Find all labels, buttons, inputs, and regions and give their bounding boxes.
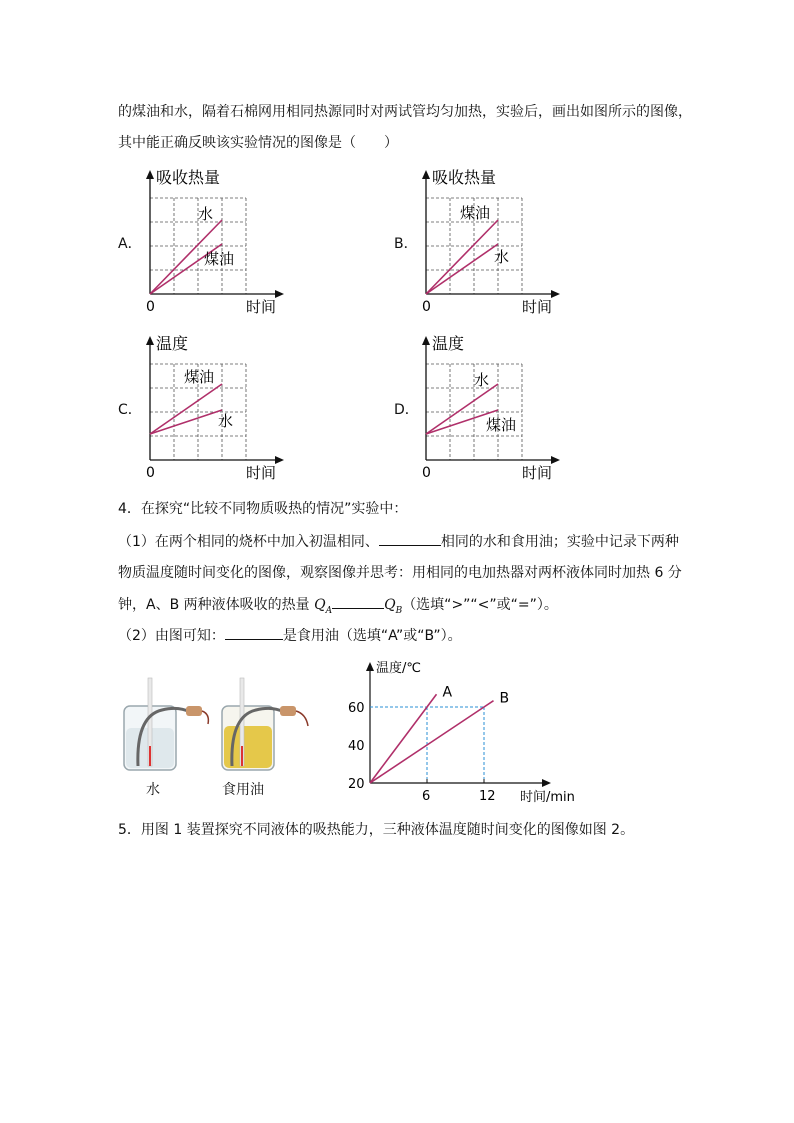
q4-p1e: （选填“>”“<”或“=”）。 xyxy=(402,597,558,613)
y-axis-arrow-icon xyxy=(366,662,374,671)
water-beaker-icon xyxy=(124,678,208,770)
option-chart xyxy=(414,332,584,482)
option-origin-label: 0 xyxy=(146,299,155,315)
temperature-chart xyxy=(340,652,590,812)
q4-p2b: 是食用油（选填“A”或“B”）。 xyxy=(282,628,462,644)
q-b-subscript: B xyxy=(395,605,403,616)
answer-blank-1[interactable] xyxy=(379,531,441,546)
x-axis-arrow-icon xyxy=(275,456,284,464)
x-axis-arrow-icon xyxy=(275,290,284,298)
option-y-label: 温度 xyxy=(156,334,189,353)
option-origin-label: 0 xyxy=(146,465,155,481)
option-x-label: 时间 xyxy=(522,464,553,482)
q-b-symbol: Q xyxy=(384,597,396,613)
lower-line xyxy=(426,244,498,294)
upper-line-label: 水 xyxy=(474,371,490,389)
oil-beaker-icon xyxy=(222,678,308,770)
lower-line-label: 煤油 xyxy=(486,416,517,434)
q4-p2a: （2）由图可知： xyxy=(118,628,225,644)
beaker-oil-label: 食用油 xyxy=(222,782,264,798)
option-x-label: 时间 xyxy=(522,298,553,316)
x-tick-label: 12 xyxy=(479,789,496,804)
upper-line xyxy=(150,384,222,434)
option-x-label: 时间 xyxy=(246,464,277,482)
series-label-b: B xyxy=(499,690,510,707)
option-y-label: 吸收热量 xyxy=(432,168,497,187)
y-tick-label: 20 xyxy=(348,777,365,792)
lower-line-label: 水 xyxy=(494,248,510,266)
upper-line xyxy=(426,220,498,294)
beaker-water-label: 水 xyxy=(146,782,160,798)
lower-line-label: 水 xyxy=(218,412,234,430)
q5-text: 5．用图 1 装置探究不同液体的吸热能力，三种液体温度随时间变化的图像如图 2。 xyxy=(118,822,635,838)
option-y-label: 吸收热量 xyxy=(156,168,221,187)
option-letter: D． xyxy=(394,402,419,418)
option-x-label: 时间 xyxy=(246,298,277,316)
option-a[interactable] xyxy=(118,166,308,316)
q-a-subscript: A xyxy=(325,605,333,616)
x-tick-label: 6 xyxy=(422,789,431,804)
y-tick-label: 60 xyxy=(348,701,365,716)
chart-x-label: 时间/min xyxy=(520,790,575,805)
intro-line-2: 其中能正确反映该实验情况的图像是（ ） xyxy=(118,135,398,151)
answer-blank-2[interactable] xyxy=(332,594,384,609)
option-y-label: 温度 xyxy=(432,334,465,353)
q4-p1d: 钟，A、B 两种液体吸收的热量 xyxy=(118,597,315,613)
upper-line-label: 煤油 xyxy=(460,204,491,222)
option-letter: A． xyxy=(118,236,142,252)
series-line-b xyxy=(370,701,494,783)
intro-line-1: 的煤油和水，隔着石棉网用相同热源同时对两试管均匀加热，实验后，画出如图所示的图像， xyxy=(118,104,692,120)
y-axis-arrow-icon xyxy=(146,170,154,179)
lower-line-label: 煤油 xyxy=(204,250,235,268)
x-axis-arrow-icon xyxy=(551,456,560,464)
q4-p1b: 相同的水和食用油；实验中记录下两种 xyxy=(440,534,679,550)
q4-title: 4．在探究“比较不同物质吸热的情况”实验中： xyxy=(118,501,408,517)
option-letter: C． xyxy=(118,402,142,418)
upper-line-label: 水 xyxy=(198,205,214,223)
option-chart xyxy=(138,332,308,482)
chart-y-label: 温度/℃ xyxy=(376,661,421,676)
q4-part1-line3 xyxy=(118,594,558,621)
q4-part1-line2: 物质温度随时间变化的图像，观察图像并思考：用相同的电加热器对两杯液体同时加热 6 分 xyxy=(118,565,682,581)
q4-part1-line1 xyxy=(118,531,679,552)
option-d[interactable] xyxy=(394,332,584,482)
q4-p1a: （1）在两个相同的烧杯中加入初温相同、 xyxy=(118,534,379,550)
x-axis-arrow-icon xyxy=(551,290,560,298)
y-tick-label: 40 xyxy=(348,739,365,754)
option-chart xyxy=(138,166,308,316)
option-letter: B． xyxy=(394,236,418,252)
series-label-a: A xyxy=(442,684,453,701)
lower-line xyxy=(150,410,222,434)
y-axis-arrow-icon xyxy=(422,336,430,345)
beaker-illustration xyxy=(118,676,328,776)
option-b[interactable] xyxy=(394,166,584,316)
x-axis-arrow-icon xyxy=(542,779,551,787)
option-origin-label: 0 xyxy=(422,299,431,315)
option-origin-label: 0 xyxy=(422,465,431,481)
option-chart xyxy=(414,166,584,316)
upper-line-label: 煤油 xyxy=(184,368,215,386)
answer-blank-3[interactable] xyxy=(225,625,283,640)
y-axis-arrow-icon xyxy=(422,170,430,179)
q4-part2 xyxy=(118,625,462,646)
q-a-symbol: Q xyxy=(314,597,326,613)
y-axis-arrow-icon xyxy=(146,336,154,345)
option-c[interactable] xyxy=(118,332,308,482)
